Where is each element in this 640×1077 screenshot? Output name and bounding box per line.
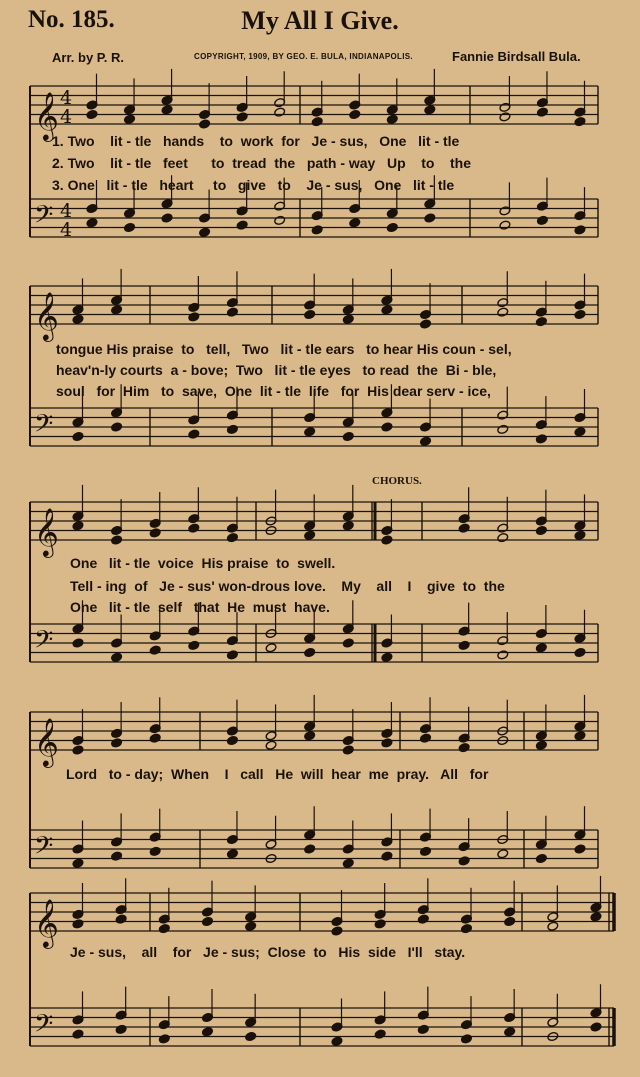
note-head xyxy=(188,312,200,322)
note-head xyxy=(349,109,361,119)
arranger-credit: Arr. by P. R. xyxy=(52,50,125,65)
note-head xyxy=(590,1022,602,1032)
note-head xyxy=(161,105,173,115)
note-head xyxy=(111,652,123,662)
note-head xyxy=(386,114,398,124)
note-head xyxy=(331,1036,343,1046)
note-head xyxy=(535,853,547,863)
note-head xyxy=(227,849,239,859)
note-head xyxy=(304,647,316,657)
note-head xyxy=(574,731,586,741)
lyric-line: 2. Two lit - tle feet to tread the path - way Up to the xyxy=(52,155,471,171)
lyric-line: One lit - tle self that He must have. xyxy=(70,599,330,615)
note-head xyxy=(574,309,586,319)
note-head xyxy=(245,921,257,931)
note-head xyxy=(274,215,286,225)
note-head xyxy=(188,429,200,439)
note-head xyxy=(72,919,84,929)
note-head xyxy=(124,114,136,124)
note-head xyxy=(535,643,547,653)
note-head xyxy=(158,1034,170,1044)
treble-clef-icon: 𝄞 xyxy=(34,717,59,766)
note-head xyxy=(374,1029,386,1039)
note-head xyxy=(149,528,161,538)
treble-clef-icon: 𝄞 xyxy=(34,291,59,340)
note-head xyxy=(72,314,84,324)
note-head xyxy=(420,733,432,743)
bass-clef-icon: 𝄢 xyxy=(34,831,54,867)
note-head xyxy=(497,849,509,859)
note-head xyxy=(381,738,393,748)
note-head xyxy=(499,220,511,230)
note-head xyxy=(381,535,393,545)
note-head xyxy=(499,112,511,122)
note-head xyxy=(458,856,470,866)
note-head xyxy=(420,319,432,329)
treble-clef-icon: 𝄞 xyxy=(34,507,59,556)
note-head xyxy=(72,431,84,441)
note-head xyxy=(199,227,211,237)
note-head xyxy=(331,926,343,936)
note-head xyxy=(227,307,239,317)
note-head xyxy=(420,436,432,446)
bass-clef-icon: 𝄢 xyxy=(34,625,54,661)
note-head xyxy=(227,735,239,745)
note-head xyxy=(417,914,429,924)
note-head xyxy=(497,307,509,317)
note-head xyxy=(574,647,586,657)
note-head xyxy=(86,218,98,228)
note-head xyxy=(72,638,84,648)
treble-clef-icon: 𝄞 xyxy=(34,91,59,140)
note-head xyxy=(374,919,386,929)
note-head xyxy=(535,740,547,750)
note-head xyxy=(547,921,559,931)
note-head xyxy=(304,530,316,540)
note-head xyxy=(386,222,398,232)
note-head xyxy=(188,523,200,533)
note-head xyxy=(420,846,432,856)
lyric-line: Je - sus, all for Je - sus; Close to His side I'll stay. xyxy=(70,944,466,960)
note-head xyxy=(497,533,509,543)
note-head xyxy=(458,523,470,533)
lyric-line: 3. One lit - tle heart to give to Je - sus, One lit - tle xyxy=(52,177,455,193)
note-head xyxy=(265,643,277,653)
note-head xyxy=(227,650,239,660)
note-head xyxy=(537,215,549,225)
bass-clef-icon: 𝄢 xyxy=(34,409,54,445)
bass-clef-icon: 𝄢 xyxy=(34,200,54,236)
note-head xyxy=(72,745,84,755)
time-signature: 4 xyxy=(60,106,73,128)
note-head xyxy=(458,640,470,650)
note-head xyxy=(424,105,436,115)
lyric-line: 1. Two lit - tle hands to work for Je - sus, One lit - tle xyxy=(52,133,460,149)
note-head xyxy=(458,743,470,753)
note-head xyxy=(111,738,123,748)
note-head xyxy=(535,317,547,327)
note-head xyxy=(342,314,354,324)
note-head xyxy=(111,535,123,545)
note-head xyxy=(202,1027,214,1037)
note-head xyxy=(461,924,473,934)
note-head xyxy=(149,733,161,743)
note-head xyxy=(227,533,239,543)
note-head xyxy=(124,222,136,232)
note-head xyxy=(86,109,98,119)
note-head xyxy=(497,424,509,434)
note-head xyxy=(381,422,393,432)
note-head xyxy=(537,107,549,117)
note-head xyxy=(342,858,354,868)
note-head xyxy=(149,846,161,856)
note-head xyxy=(424,213,436,223)
note-head xyxy=(161,213,173,223)
time-signature: 4 xyxy=(60,87,73,109)
hymn-number: No. 185. xyxy=(28,6,115,33)
note-head xyxy=(158,924,170,934)
note-head xyxy=(265,740,277,750)
time-signature: 4 xyxy=(60,219,73,241)
lyric-line: heav'n-ly courts a - bove; Two lit - tle eyes to read the Bi - ble, xyxy=(56,362,497,378)
author-credit: Fannie Birdsall Bula. xyxy=(452,49,581,64)
note-head xyxy=(342,638,354,648)
note-head xyxy=(245,1031,257,1041)
note-head xyxy=(504,916,516,926)
note-head xyxy=(236,220,248,230)
note-head xyxy=(115,1024,127,1034)
note-head xyxy=(304,844,316,854)
note-head xyxy=(72,1029,84,1039)
note-head xyxy=(236,112,248,122)
note-head xyxy=(274,107,286,117)
note-head xyxy=(574,530,586,540)
note-head xyxy=(417,1024,429,1034)
note-head xyxy=(304,309,316,319)
bass-clef-icon: 𝄢 xyxy=(34,1009,54,1045)
lyric-line: tongue His praise to tell, Two lit - tle ears to hear His coun - sel, xyxy=(56,341,512,357)
note-head xyxy=(149,645,161,655)
note-head xyxy=(381,652,393,662)
note-head xyxy=(202,916,214,926)
time-signature: 4 xyxy=(60,200,73,222)
note-head xyxy=(535,434,547,444)
note-head xyxy=(111,851,123,861)
note-head xyxy=(199,119,211,129)
note-head xyxy=(304,731,316,741)
note-head xyxy=(381,851,393,861)
note-head xyxy=(342,745,354,755)
note-head xyxy=(574,117,586,127)
note-head xyxy=(504,1027,516,1037)
note-head xyxy=(497,650,509,660)
note-head xyxy=(349,218,361,228)
note-head xyxy=(304,427,316,437)
copyright-notice: COPYRIGHT, 1909, BY GEO. E. BULA, INDIANAPOLIS. xyxy=(194,52,413,61)
note-head xyxy=(342,521,354,531)
note-head xyxy=(461,1034,473,1044)
note-head xyxy=(227,424,239,434)
lyric-line: Tell - ing of Je - sus' won-drous love. My all I give to the xyxy=(70,578,505,594)
note-head xyxy=(72,521,84,531)
note-head xyxy=(311,225,323,235)
note-head xyxy=(342,431,354,441)
treble-clef-icon: 𝄞 xyxy=(34,898,59,947)
lyric-line: soul for Him to save, One lit - tle life for His dear serv - ice, xyxy=(56,383,491,399)
note-head xyxy=(381,305,393,315)
chorus-label: CHORUS. xyxy=(372,475,422,487)
note-head xyxy=(574,225,586,235)
note-head xyxy=(188,640,200,650)
lyric-line: Lord to - day; When I call He will hear me pray. All for xyxy=(66,766,489,782)
note-head xyxy=(574,427,586,437)
lyric-line: One lit - tle voice His praise to swell. xyxy=(70,555,336,571)
note-head xyxy=(72,858,84,868)
note-head xyxy=(115,914,127,924)
note-head xyxy=(111,422,123,432)
note-head xyxy=(311,117,323,127)
hymn-title: My All I Give. xyxy=(241,6,399,35)
note-head xyxy=(111,305,123,315)
note-head xyxy=(574,844,586,854)
note-head xyxy=(535,525,547,535)
note-head xyxy=(590,912,602,922)
